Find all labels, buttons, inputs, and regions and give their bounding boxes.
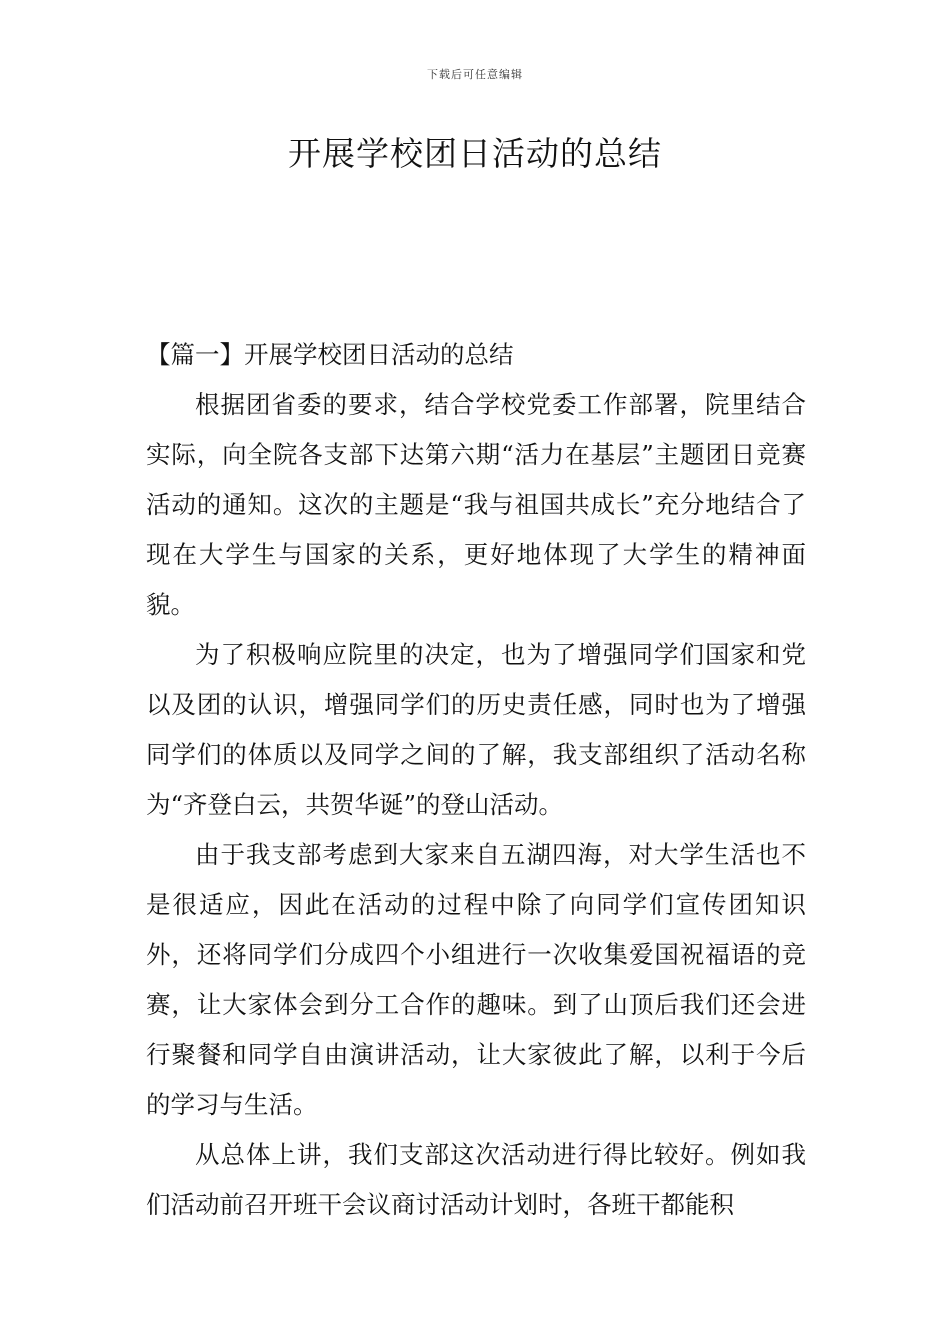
paragraph: 为了积极响应院里的决定，也为了增强同学们国家和党以及团的认识，增强同学们的历史责任感，同时也为了增强同学们的体质以及同学之间的了解，我支部组织了活动名称为“齐登白云，共贺华诞”的登山活动。: [146, 640, 806, 819]
document-title: 开展学校团日活动的总结: [288, 134, 662, 173]
paragraph: 根据团省委的要求，结合学校党委工作部署，院里结合实际，向全院各支部下达第六期“活力在基层”主题团日竞赛活动的通知。这次的主题是“我与祖国共成长”充分地结合了现在大学生与国家的关系，更好地体现了大学生的精神面貌。: [146, 390, 806, 619]
document-body: [146, 330, 806, 1230]
section-heading: 【篇一】开展学校团日活动的总结: [146, 340, 514, 369]
paragraph: 由于我支部考虑到大家来自五湖四海，对大学生活也不是很适应，因此在活动的过程中除了向同学们宣传团知识外，还将同学们分成四个小组进行一次收集爱国祝福语的竞赛，让大家体会到分工合作的趣味。到了山顶后我们还会进行聚餐和同学自由演讲活动，让大家彼此了解，以利于今后的学习与生活。: [146, 840, 806, 1119]
paragraph: 从总体上讲，我们支部这次活动进行得比较好。例如我们活动前召开班干会议商讨活动计划时，各班干都能积: [146, 1140, 806, 1219]
header-note: 下载后可任意编辑: [427, 68, 523, 81]
